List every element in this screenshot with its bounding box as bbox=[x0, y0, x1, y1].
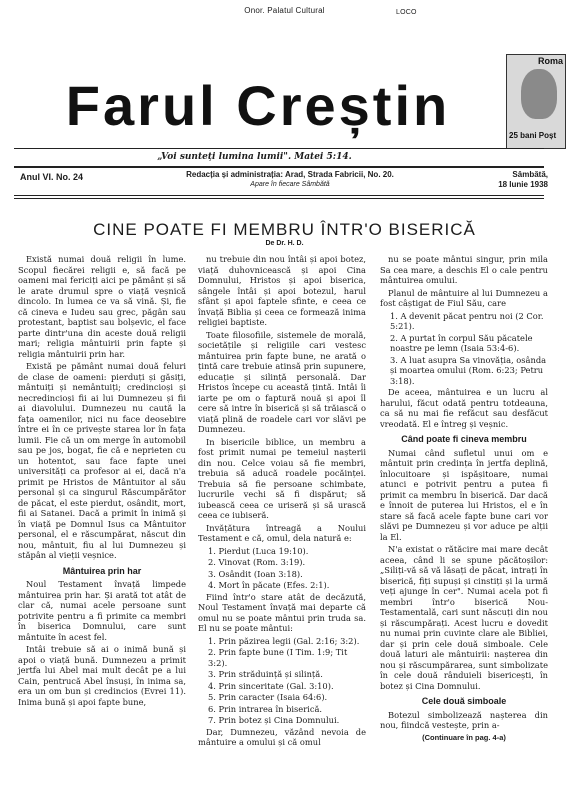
loco-mark: LOCO bbox=[396, 9, 417, 16]
paragraph: De aceea, mântuirea e un lucru al harului, făcut odată pentru totdeauna, ca să nu mai fie refăcut sau desfăcut vreodată. El e întreg și veșnic. bbox=[380, 387, 548, 429]
issue-day: Sâmbătă, bbox=[512, 170, 548, 179]
issue-bar-top-rule bbox=[14, 166, 544, 168]
top-note bbox=[0, 6, 569, 15]
stamp-portrait-icon bbox=[521, 69, 557, 119]
paragraph: Invățătura întreagă a Noului Testament e că, omul, dela natură e: bbox=[198, 522, 366, 543]
list-item: 2. A purtat în corpul Său păcatele noastre pe lemn (Isaia 53:4-6). bbox=[390, 332, 533, 353]
issue-info bbox=[150, 170, 430, 190]
list-item: 3. A luat asupra Sa vinovăția, osânda și moartea omului (Rom. 6:23; Petru 3:18). bbox=[390, 354, 547, 386]
masthead-title: Farul Creștin bbox=[65, 74, 451, 137]
paragraph: Botezul simbolizează nașterea din nou, fiindcă vestește, prin a- bbox=[380, 709, 548, 730]
editorial-address: Redacția și administrația: Arad, Strada Fabricii, No. 20. bbox=[186, 170, 394, 179]
issue-bar-bottom-rule bbox=[14, 195, 544, 196]
paragraph: Fiind într'o stare atât de decăzută, Noul Testament învață mai departe că omul nu se poate mântui prin truda sa. El nu se poate mântui: bbox=[198, 591, 366, 633]
article-column-3 bbox=[380, 254, 548, 745]
stamp-label: Roma bbox=[537, 56, 563, 66]
paragraph: Toate filosofiile, sistemele de morală, societățile și religiile cari vestesc mântuirea prin fapte bune, ne arată o țintă care trebuie atinsă prin supunere, educație și silință personală. Dar Hristos începe cu această țintă. Intâi îi iarte pe om o faptură nouă și apoi îl cere să intre în biserică și să trăiască o viață plină de roadele cari vor slăvi pe Dumnezeu. bbox=[198, 329, 366, 434]
paragraph: Numai când sufletul unui om e mântuit prin credința în jertfa deplină, înlocuitoare și ispășitoare, numai atunci e potrivit pentru a putea fi primit ca membru în biserică. Dar dacă e înnoit de puterea lui Hristos, el e în stare să facă acele fapte bune cari vor slăvi pe Dumnezeu și vor aduce pe alții la El. bbox=[380, 447, 548, 542]
list-item: 7. Prin botez și Cina Domnului. bbox=[208, 715, 340, 725]
motto: „Voi sunteți lumina lumii". Matei 5:14. bbox=[157, 152, 352, 162]
list-item: 1. Prin păzirea legii (Gal. 2:16; 3:2). bbox=[208, 635, 360, 646]
paragraph: Intâi trebuie să ai o inimă bună și apoi o viață bună. Dumnezeu a primit jertfa lui Abel mai mult decât pe a lui Cain, pentrucă Abel însuși, în inima sa, era un om bun și credincios (Evrei 11). Inima bună și apoi fapte bune, bbox=[18, 644, 186, 707]
list-item: 3. Prin străduință și silință. bbox=[208, 669, 323, 679]
paragraph: nu se poate mântui singur, prin mila Sa cea mare, a deschis El o cale pentru mântuirea omului. bbox=[380, 254, 548, 285]
paragraph: nu trebuie din nou întâi și apoi botez, viață duhovnicească și apoi Cina Domnului, Hristos și apoi biserica, sângele întâi și apoi botezul, harul sfânt și apoi faptele sfinte, e ceea ce învață Biblia și ceea ce formează inima religiei baptiste. bbox=[198, 254, 366, 327]
list-item: 4. Prin sinceritate (Gal. 3:10). bbox=[208, 680, 334, 691]
issue-bar-bottom-rule-2 bbox=[14, 198, 544, 199]
stamp-value: 25 bani Poșt bbox=[509, 131, 557, 140]
paragraph: Există numai două religii în lume. Scopul fiecărei religii e, să facă pe oameni mai fericiți aici pe pământ și să le arate drumul spre o viață veșnică dincolo. In lumea ce va să vină. Și, fie că cineva e Iudeu sau grec, păgân sau protestant, baptist sau bolșevic, el face parte dintr'una din aceste două religii mari; religia mântuirii prin fapte și religia mântuirii prin har. bbox=[18, 254, 186, 359]
paragraph: Dar, Dumnezeu, văzând nevoia de mântuire a omului și că omul bbox=[198, 726, 366, 747]
list-item: 2. Prin fapte bune (I Tim. 1:9; Tit 3:2). bbox=[208, 647, 348, 668]
paragraph: Planul de mântuire al lui Dumnezeu a fost câștigat de Fiul Său, care bbox=[380, 287, 548, 308]
continued-note: (Continuare în pag. 4-a) bbox=[422, 732, 506, 742]
list-cannot-save bbox=[198, 636, 366, 726]
list-item: 1. Pierdut (Luca 19:10). bbox=[208, 545, 309, 556]
subheading: Când poate fi cineva membru bbox=[401, 434, 527, 444]
list-human-condition bbox=[198, 546, 366, 591]
top-note-text: Onor. Palatul Cultural bbox=[244, 6, 325, 15]
publication-schedule: Apare în fiecare Sâmbătă bbox=[250, 181, 330, 188]
paragraph: N'a existat o rătăcire mai mare decât aceea, când li se spune păcătoșilor: „Siliți-vă să vă lăsați de păcat, intrați în biserică, fiți supuși și cinstiți și la urmă veți ajunge în cer". Numai acela pot fi membri într'o biserică Nou-Testamentală, cari sunt născuți din nou și răscumpărați. Acest lucru e dovedit nu numai prin cuvinte clare ale Bibliei, dar și prin cele două simboale. Cele două laturi ale mântuirii: nașterea din nou și răscumpărarea, sunt simbolizate în cele două rânduieli bisericești, în botez și Cina Domnului. bbox=[380, 544, 548, 691]
paragraph: Există pe pământ numai două feluri de clase de oameni: pierduți și găsiți, mântuiți și nemântuiți; credincioși și necredincioși fii ai lui Dumnezeu și fii ai diavolului. Dumnezeu nu caută la fața oamenilor, nici nu face deosebire între ei în ce privește starea lor în fața lumii. Fie că un om merge în automobil sau pe jos, bogat, fie că e neprieten cu un hotentot, sau face fapte unei universități ca profesor ai ei, dacă n'a primit pe Hristos de Mântuitor al său personal și ca singurul Răscumpărător de păcat, el este pierdut, osândit, mort, fii ai Satanei. Dacă a primit în inimă și în viață pe Domnul Isus ca Mântuitor personal, el e răscumpărat, născut din nou, mântuit, fiu al lui Dumnezeu și stăpân al vieții veșnice. bbox=[18, 361, 186, 560]
list-plan-of-salvation bbox=[380, 311, 548, 387]
masthead-divider bbox=[14, 148, 544, 149]
paragraph: In bisericile biblice, un membru a fost primit numai pe temeiul nașterii din nou. Celce voiau să fie membri, trebuia să aducă roadele pocăinței. Trebuia să fie persoane schimbate, lucrurile vechi să fi dispărut; să iubească ceea ce uriseră și să urască ceea ce iubiseră. bbox=[198, 436, 366, 520]
list-item: 6. Prin intrarea în biserică. bbox=[208, 703, 323, 714]
subheading: Mântuirea prin har bbox=[62, 565, 142, 576]
issue-number: Anul VI. No. 24 bbox=[20, 172, 84, 182]
article-author: De Dr. H. D. bbox=[265, 240, 304, 247]
subheading: Cele două simboale bbox=[421, 696, 507, 706]
issue-date bbox=[448, 170, 548, 190]
list-item: 3. Osândit (Ioan 3:18). bbox=[208, 568, 303, 579]
article-column-2 bbox=[198, 254, 366, 750]
list-item: 1. A devenit păcat pentru noi (2 Cor. 5:21). bbox=[390, 310, 544, 331]
article-column-1 bbox=[18, 254, 186, 709]
list-item: 5. Prin caracter (Isaia 64:6). bbox=[208, 692, 328, 702]
issue-date-value: 18 Iunie 1938 bbox=[498, 180, 548, 189]
postage-stamp bbox=[506, 54, 566, 149]
list-item: 2. Vinovat (Rom. 3:19). bbox=[208, 557, 306, 567]
paragraph: Noul Testament învață limpede mântuirea prin har. Și arată tot atât de clar că, numai acele persoane sunt potrivite pentru a fi primite ca membri în biserica Domnului, care sunt mântuite în acest fel. bbox=[18, 579, 186, 642]
list-item: 4. Mort în păcate (Efes. 2:1). bbox=[208, 580, 330, 590]
article-headline: CINE POATE FI MEMBRU ÎNTR'O BISERICĂ bbox=[93, 220, 476, 239]
